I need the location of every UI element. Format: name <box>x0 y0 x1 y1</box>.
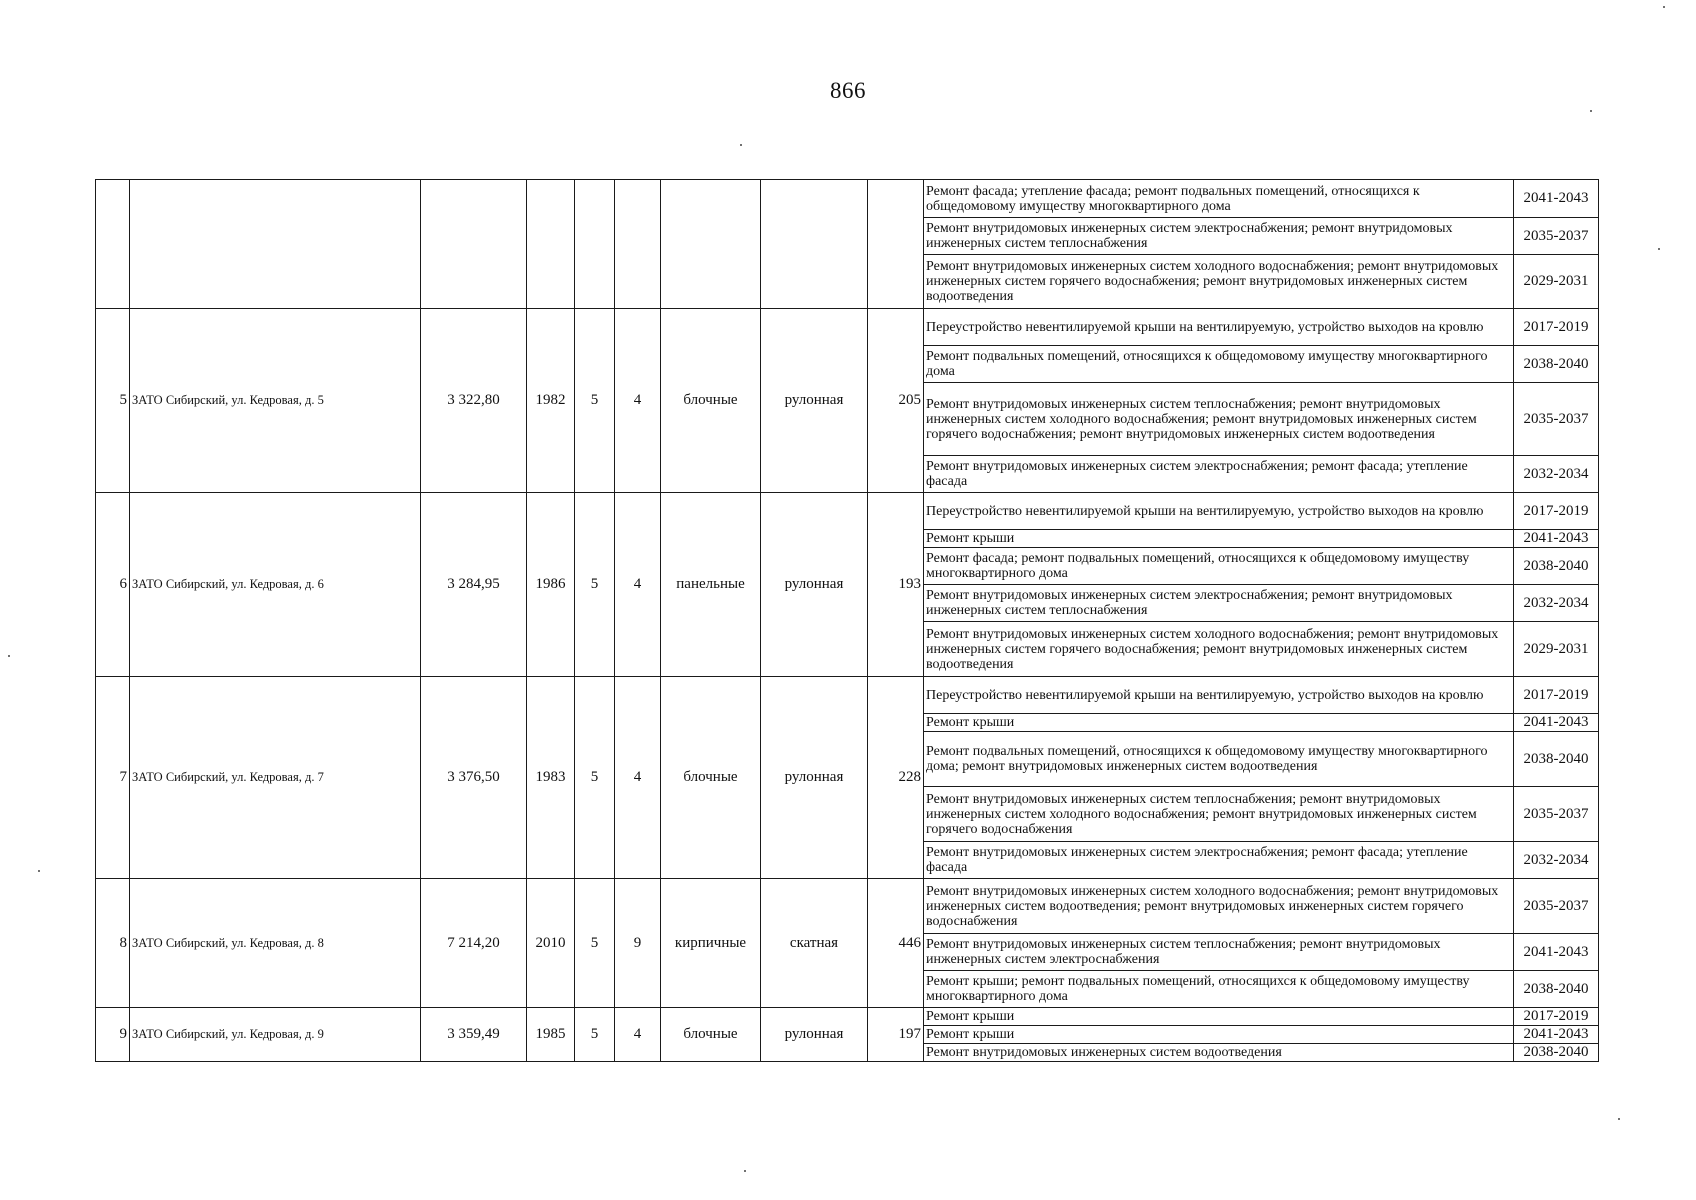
house-number: 8 <box>96 879 130 1008</box>
house-address: ЗАТО Сибирский, ул. Кедровая, д. 6 <box>130 493 421 677</box>
house-number: 7 <box>96 677 130 879</box>
house-area: 7 214,20 <box>421 879 527 1008</box>
house-floors <box>575 180 615 309</box>
work-description: Ремонт крыши <box>924 530 1514 548</box>
work-period: 2038-2040 <box>1514 971 1599 1008</box>
house-wall-material: блочные <box>661 1008 761 1062</box>
house-roof-type <box>761 180 868 309</box>
house-entrances: 9 <box>615 879 661 1008</box>
house-year: 1985 <box>527 1008 575 1062</box>
table-row <box>96 879 1599 934</box>
work-period: 2017-2019 <box>1514 1008 1599 1026</box>
house-address: ЗАТО Сибирский, ул. Кедровая, д. 7 <box>130 677 421 879</box>
house-roof-type: рулонная <box>761 309 868 493</box>
house-area <box>421 180 527 309</box>
work-description: Переустройство невентилируемой крыши на вентилируемую, устройство выходов на кровлю <box>924 493 1514 530</box>
work-description: Ремонт внутридомовых инженерных систем теплоснабжения; ремонт внутридомовых инженерных систем холодного водоснабжения; ремонт внутридомовых инженерных систем горячего водоснабжения <box>924 787 1514 842</box>
scan-speck <box>1658 248 1660 250</box>
house-residents: 193 <box>868 493 924 677</box>
house-year: 1986 <box>527 493 575 677</box>
work-description: Ремонт подвальных помещений, относящихся к общедомовому имуществу многоквартирного дома <box>924 346 1514 383</box>
house-year: 2010 <box>527 879 575 1008</box>
house-residents <box>868 180 924 309</box>
house-area: 3 359,49 <box>421 1008 527 1062</box>
house-entrances <box>615 180 661 309</box>
scan-speck <box>744 1170 746 1172</box>
house-floors: 5 <box>575 1008 615 1062</box>
work-period: 2038-2040 <box>1514 346 1599 383</box>
work-description: Ремонт внутридомовых инженерных систем электроснабжения; ремонт фасада; утепление фасада <box>924 842 1514 879</box>
house-entrances: 4 <box>615 309 661 493</box>
house-floors: 5 <box>575 677 615 879</box>
work-description: Ремонт внутридомовых инженерных систем холодного водоснабжения; ремонт внутридомовых инженерных систем горячего водоснабжения; ремонт внутридомовых инженерных систем водоотведения <box>924 255 1514 309</box>
house-roof-type: рулонная <box>761 677 868 879</box>
scan-speck <box>8 655 10 657</box>
work-description: Ремонт внутридомовых инженерных систем холодного водоснабжения; ремонт внутридомовых инженерных систем водоотведения; ремонт внутридомовых инженерных систем горячего водоснабжения <box>924 879 1514 934</box>
work-period: 2038-2040 <box>1514 1044 1599 1062</box>
table-row <box>96 1008 1599 1026</box>
work-period: 2041-2043 <box>1514 1026 1599 1044</box>
house-residents: 228 <box>868 677 924 879</box>
work-period: 2035-2037 <box>1514 383 1599 456</box>
work-description: Ремонт фасада; ремонт подвальных помещений, относящихся к общедомовому имуществу многоквартирного дома <box>924 548 1514 585</box>
house-residents: 446 <box>868 879 924 1008</box>
work-description: Ремонт крыши <box>924 1026 1514 1044</box>
work-period: 2038-2040 <box>1514 732 1599 787</box>
house-area: 3 284,95 <box>421 493 527 677</box>
house-year: 1983 <box>527 677 575 879</box>
house-wall-material: кирпичные <box>661 879 761 1008</box>
work-period: 2041-2043 <box>1514 180 1599 218</box>
house-address: ЗАТО Сибирский, ул. Кедровая, д. 9 <box>130 1008 421 1062</box>
work-period: 2041-2043 <box>1514 934 1599 971</box>
house-number: 9 <box>96 1008 130 1062</box>
house-wall-material: блочные <box>661 677 761 879</box>
house-floors: 5 <box>575 309 615 493</box>
house-area: 3 322,80 <box>421 309 527 493</box>
work-period: 2032-2034 <box>1514 456 1599 493</box>
work-description: Ремонт внутридомовых инженерных систем теплоснабжения; ремонт внутридомовых инженерных систем холодного водоснабжения; ремонт внутридомовых инженерных систем горячего водоснабжения; ремонт внутридомовых инженерных систем водоотведения <box>924 383 1514 456</box>
repair-schedule-table <box>95 179 1599 1062</box>
work-description: Ремонт крыши <box>924 1008 1514 1026</box>
house-residents: 205 <box>868 309 924 493</box>
house-wall-material: панельные <box>661 493 761 677</box>
work-period: 2032-2034 <box>1514 585 1599 622</box>
work-period: 2017-2019 <box>1514 493 1599 530</box>
house-wall-material: блочные <box>661 309 761 493</box>
work-period: 2029-2031 <box>1514 255 1599 309</box>
house-floors: 5 <box>575 493 615 677</box>
table-row <box>96 677 1599 714</box>
house-number: 5 <box>96 309 130 493</box>
work-period: 2041-2043 <box>1514 530 1599 548</box>
work-description: Ремонт внутридомовых инженерных систем водоотведения <box>924 1044 1514 1062</box>
work-description: Переустройство невентилируемой крыши на вентилируемую, устройство выходов на кровлю <box>924 677 1514 714</box>
house-address <box>130 180 421 309</box>
house-wall-material <box>661 180 761 309</box>
work-description: Ремонт фасада; утепление фасада; ремонт подвальных помещений, относящихся к общедомовому имуществу многоквартирного дома <box>924 180 1514 218</box>
page-number: 866 <box>830 78 866 103</box>
house-number: 6 <box>96 493 130 677</box>
work-period: 2041-2043 <box>1514 714 1599 732</box>
work-period: 2038-2040 <box>1514 548 1599 585</box>
work-description: Ремонт внутридомовых инженерных систем теплоснабжения; ремонт внутридомовых инженерных систем электроснабжения <box>924 934 1514 971</box>
house-roof-type: рулонная <box>761 493 868 677</box>
work-description: Переустройство невентилируемой крыши на вентилируемую, устройство выходов на кровлю <box>924 309 1514 346</box>
work-period: 2035-2037 <box>1514 879 1599 934</box>
work-period: 2035-2037 <box>1514 218 1599 255</box>
work-description: Ремонт крыши <box>924 714 1514 732</box>
work-description: Ремонт внутридомовых инженерных систем электроснабжения; ремонт внутридомовых инженерных систем теплоснабжения <box>924 585 1514 622</box>
house-area: 3 376,50 <box>421 677 527 879</box>
house-residents: 197 <box>868 1008 924 1062</box>
scan-speck <box>1618 1118 1620 1120</box>
work-period: 2035-2037 <box>1514 787 1599 842</box>
scan-speck <box>740 144 742 146</box>
work-period: 2017-2019 <box>1514 309 1599 346</box>
table-row <box>96 493 1599 530</box>
scan-speck <box>1663 6 1665 8</box>
house-entrances: 4 <box>615 677 661 879</box>
house-entrances: 4 <box>615 493 661 677</box>
table-row <box>96 180 1599 218</box>
table-row <box>96 309 1599 346</box>
work-description: Ремонт внутридомовых инженерных систем электроснабжения; ремонт внутридомовых инженерных систем теплоснабжения <box>924 218 1514 255</box>
house-number <box>96 180 130 309</box>
scan-speck <box>1590 110 1592 112</box>
house-entrances: 4 <box>615 1008 661 1062</box>
work-description: Ремонт внутридомовых инженерных систем холодного водоснабжения; ремонт внутридомовых инженерных систем горячего водоснабжения; ремонт внутридомовых инженерных систем водоотведения <box>924 622 1514 677</box>
house-address: ЗАТО Сибирский, ул. Кедровая, д. 5 <box>130 309 421 493</box>
work-description: Ремонт крыши; ремонт подвальных помещений, относящихся к общедомовому имуществу многоквартирного дома <box>924 971 1514 1008</box>
work-description: Ремонт подвальных помещений, относящихся к общедомовому имуществу многоквартирного дома; ремонт внутридомовых инженерных систем водоотведения <box>924 732 1514 787</box>
work-period: 2032-2034 <box>1514 842 1599 879</box>
house-roof-type: скатная <box>761 879 868 1008</box>
work-period: 2017-2019 <box>1514 677 1599 714</box>
work-description: Ремонт внутридомовых инженерных систем электроснабжения; ремонт фасада; утепление фасада <box>924 456 1514 493</box>
house-floors: 5 <box>575 879 615 1008</box>
house-roof-type: рулонная <box>761 1008 868 1062</box>
house-address: ЗАТО Сибирский, ул. Кедровая, д. 8 <box>130 879 421 1008</box>
work-period: 2029-2031 <box>1514 622 1599 677</box>
house-year: 1982 <box>527 309 575 493</box>
house-year <box>527 180 575 309</box>
scan-speck <box>38 870 40 872</box>
